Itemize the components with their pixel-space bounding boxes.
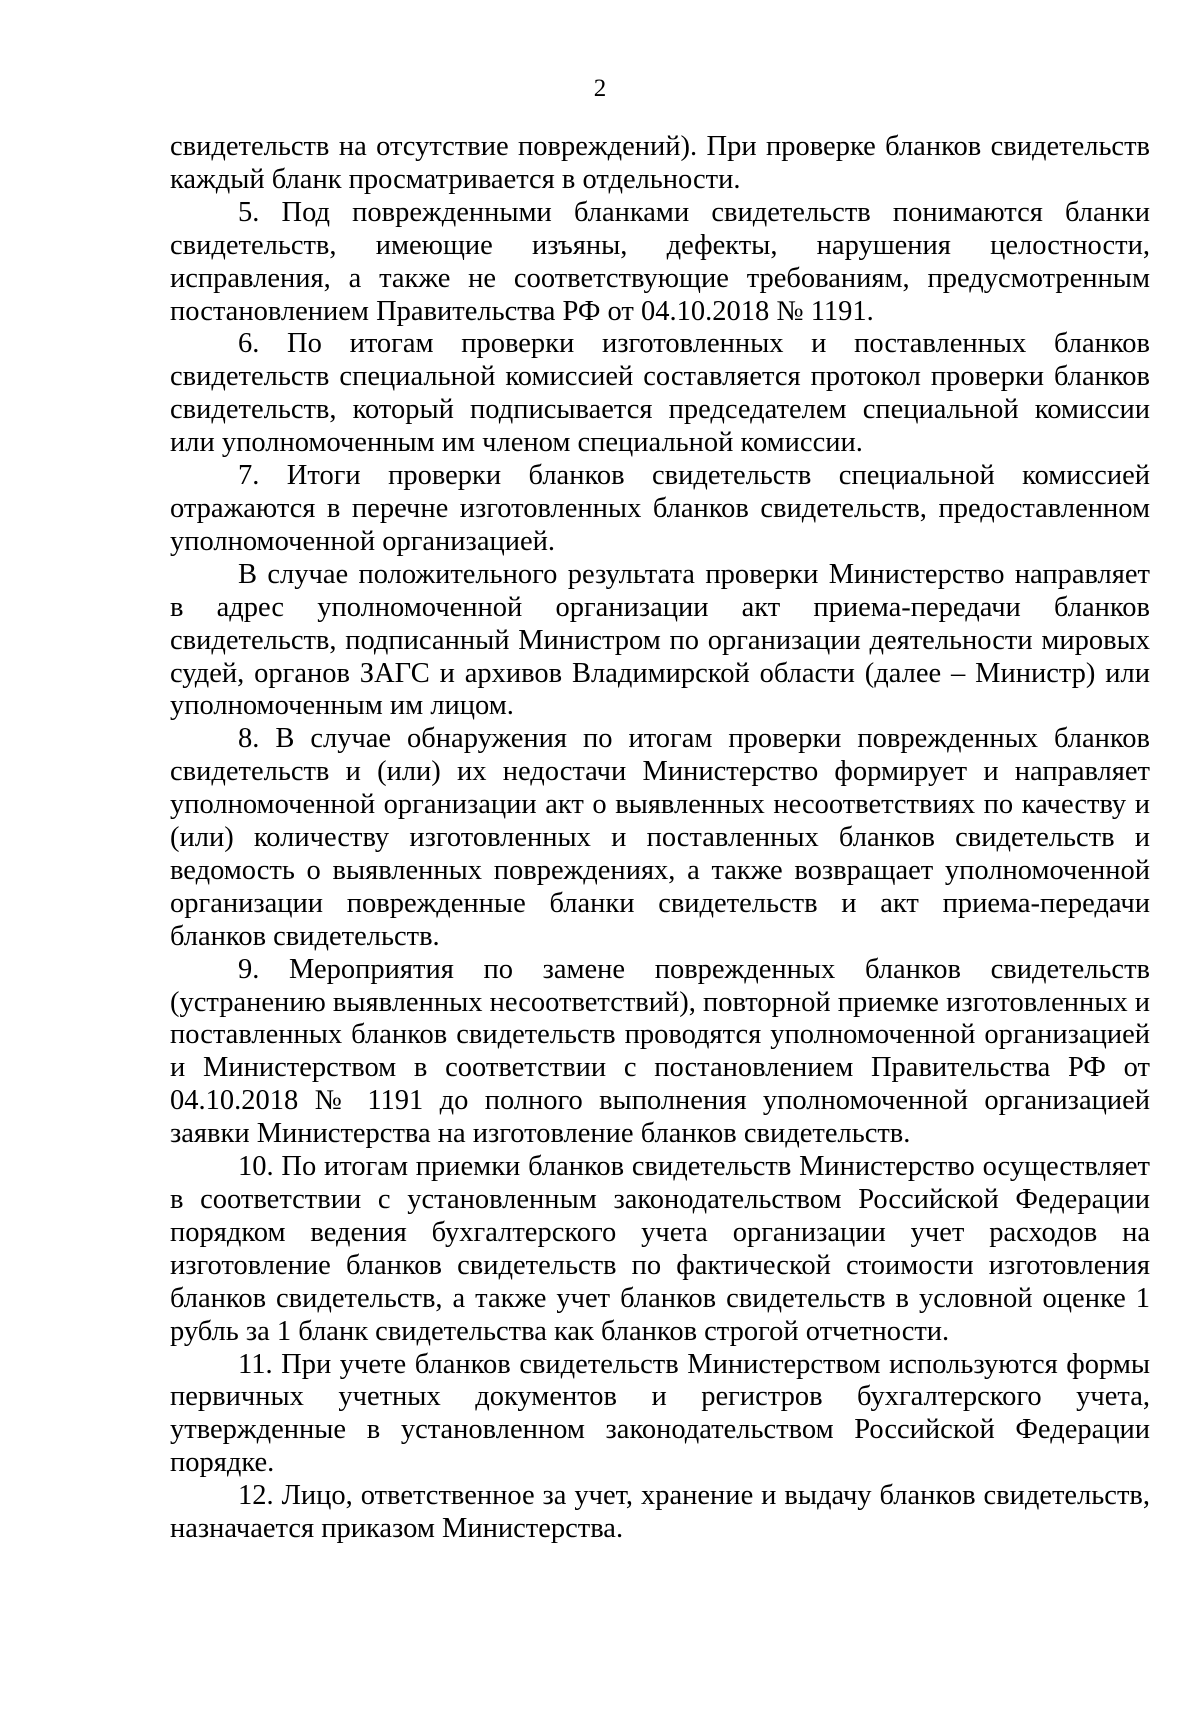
paragraph-item-7: 7. Итоги проверки бланков свидетельств специальной комиссией отражаются в перечне изготовленных бланков свидетельств, предоставленном уполномоченной организацией. (170, 460, 1150, 557)
paragraph-positive-result: В случае положительного результата проверки Министерство направляет в адрес уполномоченной организации акт приема-передачи бланков свидетельств, подписанный Министром по организации деятельности мировых судей, органов ЗАГС и архивов Владимирской области (далее – Министр) или уполномоченным им лицом. (170, 558, 1150, 722)
paragraph-item-5: 5. Под поврежденными бланками свидетельств понимаются бланки свидетельств, имеющие изъяны, дефекты, нарушения целостности, исправления, а также не соответствующие требованиям, предусмотренным постановлением Правительства РФ от 04.10.2018 № 1191. (170, 196, 1150, 327)
paragraph-item-6: 6. По итогам проверки изготовленных и поставленных бланков свидетельств специальной комиссией составляется протокол проверки бланков свидетельств, который подписывается председателем специальной комиссии или уполномоченным им членом специальной комиссии. (170, 328, 1150, 459)
paragraph-item-10: 10. По итогам приемки бланков свидетельств Министерство осуществляет в соответствии с установленным законодательством Российской Федерации порядком ведения бухгалтерского учета организации учет расходов на изготовление бланков свидетельств по фактической стоимости изготовления бланков свидетельств, а также учет бланков свидетельств в условной оценке 1 рубль за 1 бланк свидетельства как бланков строгой отчетности. (170, 1151, 1150, 1347)
paragraph-item-12: 12. Лицо, ответственное за учет, хранение и выдачу бланков свидетельств, назначается приказом Министерства. (170, 1480, 1150, 1545)
paragraph-item-11: 11. При учете бланков свидетельств Министерством используются формы первичных учетных документов и регистров бухгалтерского учета, утвержденные в установленном законодательством Российской Федерации порядке. (170, 1348, 1150, 1479)
document-body (170, 131, 1150, 1546)
paragraph-continuation: свидетельств на отсутствие повреждений). При проверке бланков свидетельств каждый бланк просматривается в отдельности. (170, 131, 1150, 195)
paragraph-item-9: 9. Мероприятия по замене поврежденных бланков свидетельств (устранению выявленных несоответствий), повторной приемке изготовленных и поставленных бланков свидетельств проводятся уполномоченной организацией и Министерством в соответствии с постановлением Правительства РФ от 04.10.2018 № 1191 до полного выполнения уполномоченной организацией заявки Министерства на изготовление бланков свидетельств. (170, 953, 1150, 1150)
paragraph-item-8: 8. В случае обнаружения по итогам проверки поврежденных бланков свидетельств и (или) их недостачи Министерство формирует и направляет уполномоченной организации акт о выявленных несоответствиях по качеству и (или) количеству изготовленных и поставленных бланков свидетельств и ведомость о выявленных повреждениях, а также возвращает уполномоченной организации поврежденные бланки свидетельств и акт приема-передачи бланков свидетельств. (170, 723, 1150, 952)
page-number: 2 (593, 75, 607, 102)
